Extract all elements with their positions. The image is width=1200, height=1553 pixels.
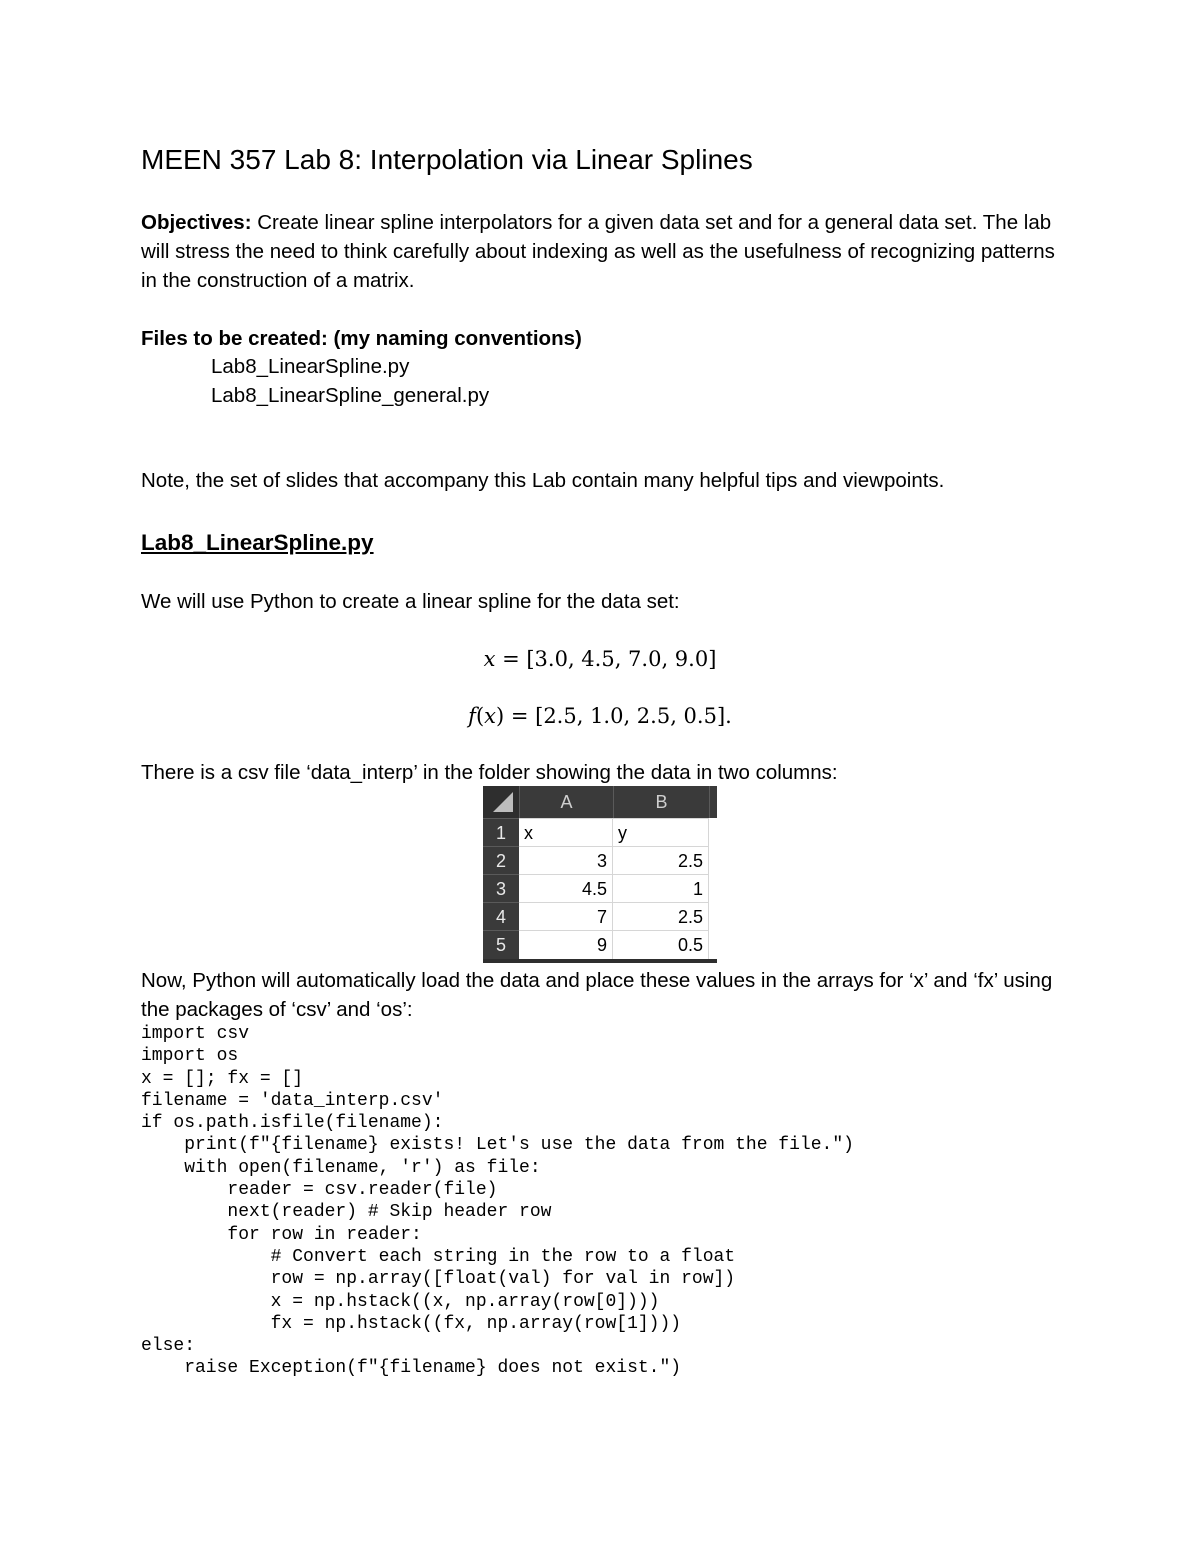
spreadsheet-bottom-bar bbox=[483, 959, 717, 963]
select-all-triangle-icon bbox=[483, 786, 519, 818]
column-header-edge bbox=[709, 786, 717, 818]
column-header-a: A bbox=[519, 786, 613, 818]
cell-b1: y bbox=[613, 818, 709, 846]
equation-x-lhs: x bbox=[483, 647, 496, 671]
section-heading: Lab8_LinearSpline.py bbox=[141, 530, 374, 555]
row-header: 3 bbox=[483, 874, 519, 902]
equation-f-paren: ( bbox=[475, 704, 485, 728]
objectives-text: Create linear spline interpolators for a given data set and for a general data set. The lab will stress the need to think carefully about indexing as well as the usefulness of recognizing patterns in the construction of a matrix. bbox=[141, 211, 1055, 292]
file-item: Lab8_LinearSpline_general.py bbox=[211, 384, 490, 407]
page-title: MEEN 357 Lab 8: Interpolation via Linear Splines bbox=[141, 144, 753, 175]
row-header: 1 bbox=[483, 818, 519, 846]
cell-a2: 3 bbox=[519, 846, 613, 874]
files-heading: Files to be created: (my naming conventions) bbox=[141, 327, 582, 350]
objectives-label: Objectives: bbox=[141, 211, 252, 234]
cell-b5: 0.5 bbox=[613, 930, 709, 959]
equation-x-rhs: = [3.0, 4.5, 7.0, 9.0] bbox=[495, 647, 717, 671]
note-text: Note, the set of slides that accompany this Lab contain many helpful tips and viewpoints. bbox=[141, 469, 945, 492]
row-header: 4 bbox=[483, 902, 519, 930]
cell-a4: 7 bbox=[519, 902, 613, 930]
cell-a1: x bbox=[519, 818, 613, 846]
equation-fx bbox=[0, 701, 1200, 731]
objectives-paragraph bbox=[141, 208, 1071, 295]
row-header: 5 bbox=[483, 930, 519, 959]
cell-a3: 4.5 bbox=[519, 874, 613, 902]
equation-f-var: x bbox=[484, 704, 496, 728]
file-item: Lab8_LinearSpline.py bbox=[211, 355, 410, 378]
cell-b3: 1 bbox=[613, 874, 709, 902]
column-header-b: B bbox=[613, 786, 709, 818]
equation-f-lhs: f bbox=[468, 704, 476, 728]
equation-f-rhs: ) = [2.5, 1.0, 2.5, 0.5]. bbox=[495, 704, 732, 728]
cell-b2: 2.5 bbox=[613, 846, 709, 874]
equation-x bbox=[0, 644, 1200, 674]
row-header: 2 bbox=[483, 846, 519, 874]
spreadsheet-image bbox=[483, 786, 717, 963]
cell-a5: 9 bbox=[519, 930, 613, 959]
select-all-corner bbox=[483, 786, 519, 818]
now-text: Now, Python will automatically load the data and place these values in the arrays for ‘x’ and ‘fx’ using the packages of ‘csv’ and ‘os’: bbox=[141, 969, 1053, 1021]
csv-text: There is a csv file ‘data_interp’ in the folder showing the data in two columns: bbox=[141, 761, 838, 784]
cell-b4: 2.5 bbox=[613, 902, 709, 930]
intro-text: We will use Python to create a linear spline for the data set: bbox=[141, 590, 680, 613]
code-block: import csv import os x = []; fx = [] filename = 'data_interp.csv' if os.path.isfile(filename): print(f"{filename} exists! Let's use the data from the file.") with open(filename, 'r') as file: reader = csv.reader(file) next(reader) # Skip header row for row in reader: # Convert each string in the row to a float row = np.array([float(val) for val in row]) x = np.hstack((x, np.array(row[0]))) fx = np.hstack((fx, np.array(row[1]))) else: raise Exception(f"{filename} does not exist.") bbox=[141, 1024, 854, 1379]
